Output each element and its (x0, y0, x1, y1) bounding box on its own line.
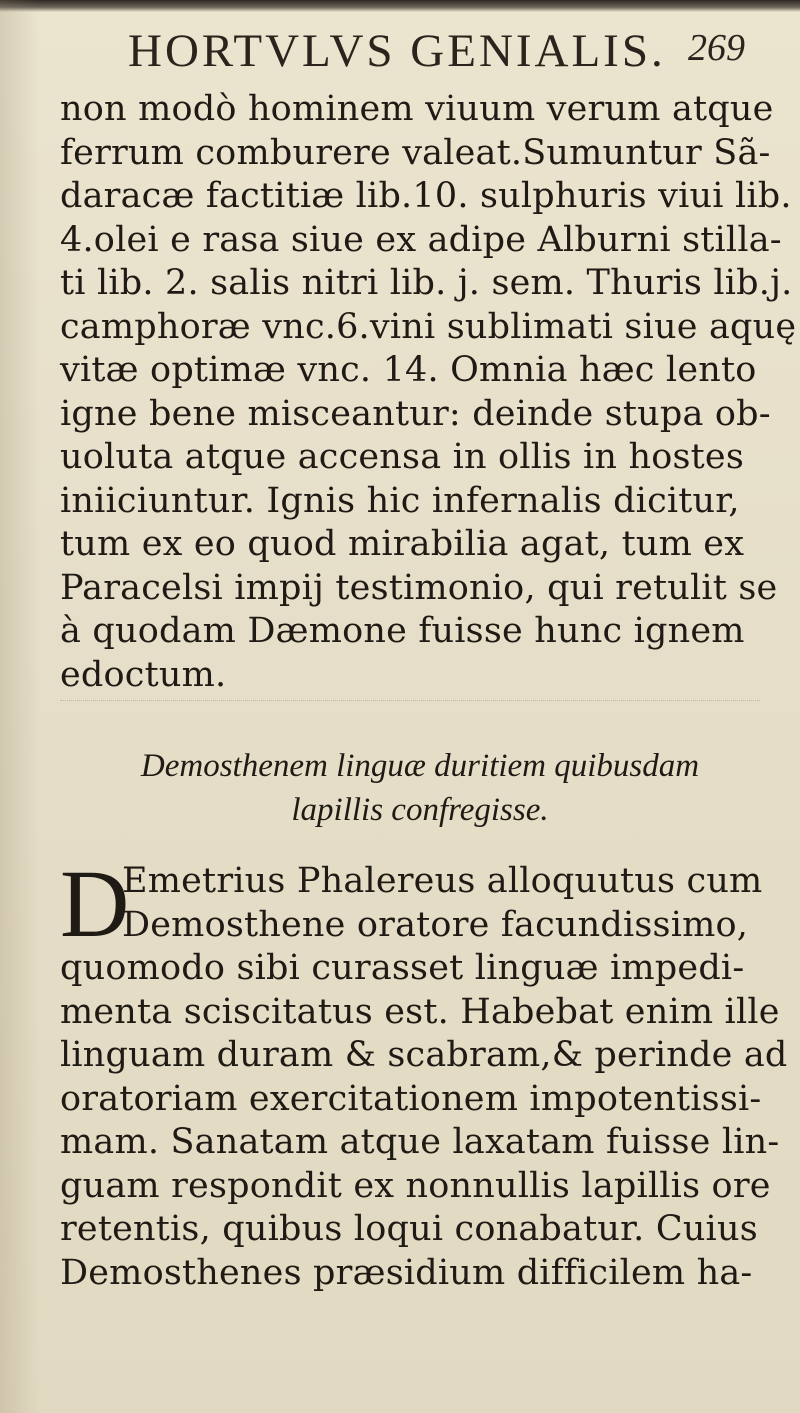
paragraph-2 (60, 850, 788, 1295)
text-line: Demosthenes præsidium difficilem ha- (60, 1252, 753, 1293)
page-number: 269 (688, 27, 745, 69)
text-line: à quodam Dæmone fuisse hunc ignem (60, 611, 745, 651)
text-line: guam respondit ex nonnullis lapillis ore (60, 1165, 771, 1206)
page-gutter-shade (0, 0, 40, 1413)
heading-line: Demosthenem linguæ duritiem quibusdam (140, 748, 700, 784)
text-line: oratoriam exercitationem impotentissi- (60, 1078, 762, 1119)
text-line: uoluta atque accensa in ollis in hostes (60, 437, 744, 477)
running-head: HORTVLVS GENIALIS. (128, 25, 666, 77)
text-line: quomodo sibi curasset linguæ impedi- (60, 948, 745, 988)
section-divider (60, 700, 760, 703)
section-heading (60, 744, 780, 832)
text-line: non modò hominem viuum verum atque (60, 89, 774, 129)
heading-line: lapillis confregisse. (291, 792, 549, 828)
text-line: iniiciuntur. Ignis hic infernalis dicitur, (60, 480, 740, 521)
paragraph-1 (60, 88, 797, 697)
text-line: 4.olei e rasa siue ex adipe Alburni stilla- (60, 219, 782, 260)
text-line: tum ex eo quod mirabilia agat, tum ex (60, 524, 745, 564)
text-line: linguam duram & scabram,& perinde ad (60, 1035, 788, 1075)
text-line: Demosthene oratore facundissimo, (122, 904, 749, 945)
drop-cap: D (60, 850, 130, 957)
text-line: vitæ optimæ vnc. 14. Omnia hæc lento (60, 350, 757, 390)
text-line: menta sciscitatus est. Habebat enim ille (60, 991, 780, 1032)
text-line: Paracelsi impij testimonio, qui retulit se (60, 567, 778, 608)
text-line: mam. Sanatam atque laxatam fuisse lin- (60, 1122, 780, 1162)
page-header (128, 20, 768, 84)
page-top-edge (0, 0, 800, 12)
text-line: ti lib. 2. salis nitri lib. j. sem. Thuris lib.j. (60, 263, 793, 303)
text-line: edoctum. (60, 654, 227, 695)
text-line: Emetrius Phalereus alloquutus cum (122, 861, 763, 901)
text-line: daracæ factitiæ lib.10. sulphuris viui lib. (60, 176, 792, 216)
text-line: retentis, quibus loqui conabatur. Cuius (60, 1209, 758, 1249)
text-line: camphoræ vnc.6.vini sublimati siue aquę (60, 306, 797, 347)
text-line: ferrum comburere valeat.Sumuntur Sã- (60, 132, 771, 173)
text-line: igne bene misceantur: deinde stupa ob- (60, 393, 771, 434)
